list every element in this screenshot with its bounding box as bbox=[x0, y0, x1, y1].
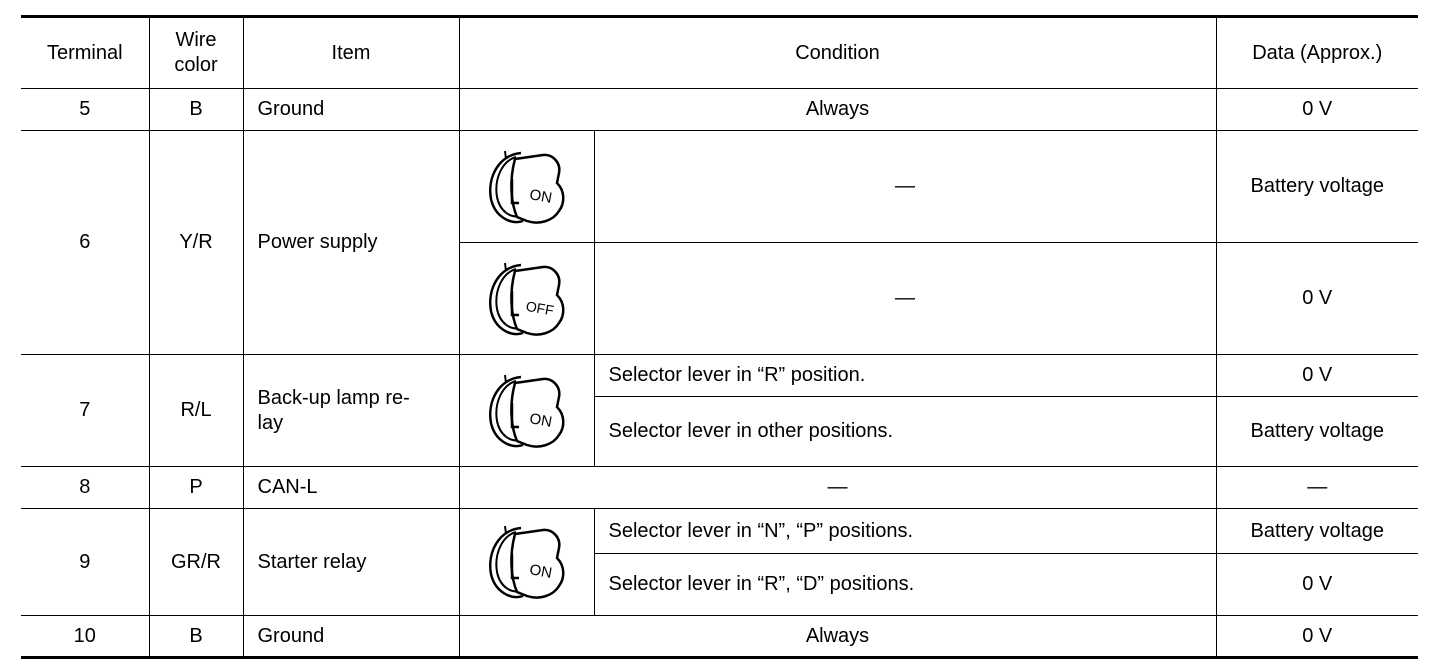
cell-condition: Selector lever in “R”, “D” positions. bbox=[594, 554, 1216, 616]
cell-wire-color: GR/R bbox=[149, 509, 243, 616]
cell-data: Battery voltage bbox=[1216, 397, 1418, 467]
cell-condition: — bbox=[594, 243, 1216, 355]
cell-data: 0 V bbox=[1216, 243, 1418, 355]
cell-data: Battery voltage bbox=[1216, 509, 1418, 554]
cell-condition: Always bbox=[459, 616, 1216, 658]
cell-item: Ground bbox=[243, 616, 459, 658]
cell-data: 0 V bbox=[1216, 355, 1418, 397]
cell-ignition-key bbox=[459, 355, 594, 467]
cell-condition: — bbox=[594, 131, 1216, 243]
cell-wire-color: Y/R bbox=[149, 131, 243, 355]
cell-item-line1: Back-up lamp re- bbox=[257, 386, 410, 409]
table-row bbox=[21, 509, 1418, 554]
cell-item: Starter relay bbox=[243, 509, 459, 616]
table-row bbox=[21, 131, 1418, 243]
table-row bbox=[21, 616, 1418, 658]
cell-terminal: 7 bbox=[21, 355, 149, 467]
terminal-spec-table bbox=[21, 15, 1418, 659]
ignition-key-on-icon bbox=[481, 516, 573, 608]
key-position-label: ON bbox=[527, 409, 553, 431]
cell-terminal: 5 bbox=[21, 89, 149, 131]
cell-data: — bbox=[1216, 467, 1418, 509]
cell-terminal: 9 bbox=[21, 509, 149, 616]
cell-data: 0 V bbox=[1216, 616, 1418, 658]
header-condition: Condition bbox=[459, 17, 1216, 89]
table-row bbox=[21, 89, 1418, 131]
table-row bbox=[21, 355, 1418, 397]
cell-terminal: 6 bbox=[21, 131, 149, 355]
cell-wire-color: B bbox=[149, 616, 243, 658]
cell-terminal: 8 bbox=[21, 467, 149, 509]
table-row bbox=[21, 467, 1418, 509]
cell-condition: Selector lever in “N”, “P” positions. bbox=[594, 509, 1216, 554]
cell-item: Power supply bbox=[243, 131, 459, 355]
cell-condition: Always bbox=[459, 89, 1216, 131]
cell-item: CAN-L bbox=[243, 467, 459, 509]
cell-item-line2: lay bbox=[257, 411, 284, 434]
ignition-key-on-icon bbox=[481, 141, 573, 233]
key-position-label: ON bbox=[527, 561, 553, 582]
key-position-label: OFF bbox=[524, 297, 555, 318]
header-wire-color bbox=[149, 17, 243, 89]
header-item: Item bbox=[243, 17, 459, 89]
cell-data: Battery voltage bbox=[1216, 131, 1418, 243]
cell-data: 0 V bbox=[1216, 554, 1418, 616]
cell-item bbox=[243, 355, 459, 467]
header-wire-color-line1: Wire bbox=[175, 29, 217, 51]
cell-ignition-key bbox=[459, 243, 594, 355]
header-row bbox=[21, 17, 1418, 89]
cell-wire-color: B bbox=[149, 89, 243, 131]
cell-condition: Selector lever in other positions. bbox=[594, 397, 1216, 467]
cell-wire-color: P bbox=[149, 467, 243, 509]
header-terminal: Terminal bbox=[21, 17, 149, 89]
cell-data: 0 V bbox=[1216, 89, 1418, 131]
header-wire-color-line2: color bbox=[174, 54, 218, 76]
header-data: Data (Approx.) bbox=[1216, 17, 1418, 89]
cell-terminal: 10 bbox=[21, 616, 149, 658]
cell-ignition-key bbox=[459, 131, 594, 243]
cell-item: Ground bbox=[243, 89, 459, 131]
cell-condition: Selector lever in “R” position. bbox=[594, 355, 1216, 397]
terminal-table-wrapper bbox=[21, 15, 1418, 659]
cell-wire-color: R/L bbox=[149, 355, 243, 467]
ignition-key-on-icon bbox=[481, 365, 573, 457]
ignition-key-off-icon bbox=[481, 253, 573, 345]
cell-condition: — bbox=[459, 467, 1216, 509]
cell-ignition-key bbox=[459, 509, 594, 616]
key-position-label: ON bbox=[527, 185, 553, 207]
